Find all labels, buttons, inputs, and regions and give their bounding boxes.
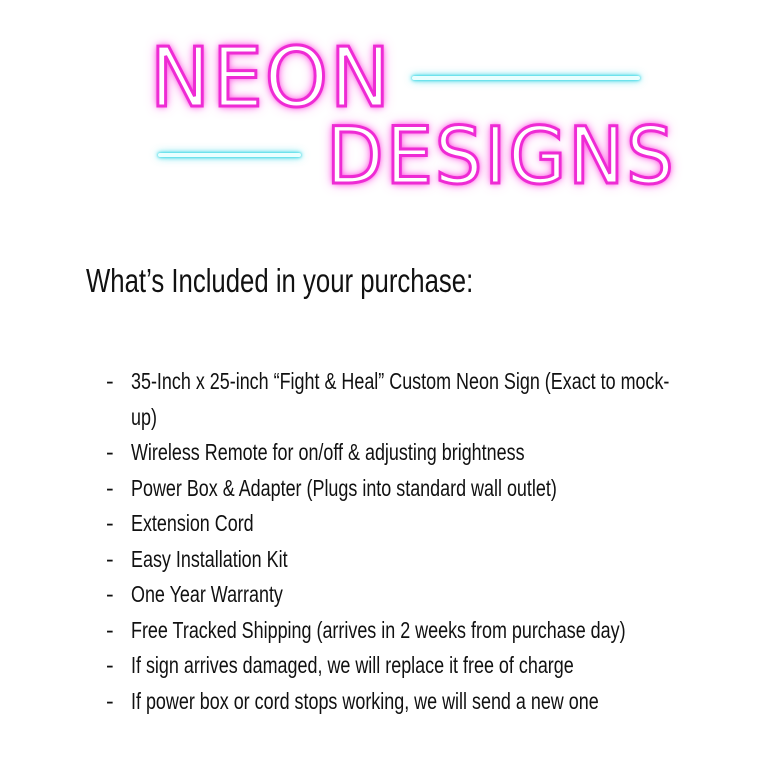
list-item (106, 506, 706, 542)
included-heading: What’s Included in your purchase: (86, 262, 474, 299)
list-item (106, 542, 706, 578)
list-item (106, 648, 706, 684)
list-dash: - (106, 510, 114, 536)
logo-neon-line-top (412, 76, 640, 80)
list-dash: - (106, 545, 114, 572)
item-text-installation-kit: Easy Installation Kit (131, 545, 288, 572)
item-text-shipping: Free Tracked Shipping (arrives in 2 weeks from purchase day) (131, 616, 626, 643)
list-item (106, 364, 706, 435)
list-dash: - (106, 687, 114, 714)
list-item (106, 684, 706, 720)
item-text-neon-sign: 35-Inch x 25-inch “Fight & Heal” Custom Neon Sign (Exact to mock-up) (131, 368, 670, 430)
item-text-power-box: Power Box & Adapter (Plugs into standard wall outlet) (131, 474, 557, 501)
list-dash: - (106, 616, 114, 643)
item-text-warranty: One Year Warranty (131, 581, 283, 607)
logo-word-neon: NEON (150, 31, 393, 126)
neon-designs-logo (0, 0, 762, 210)
item-text-damage-replacement: If sign arrives damaged, we will replace it free of charge (131, 652, 574, 678)
list-dash: - (106, 474, 114, 501)
item-text-power-box-replacement: If power box or cord stops working, we will send a new one (131, 687, 599, 714)
logo-neon-line-bottom (158, 153, 301, 157)
list-dash: - (106, 368, 114, 394)
list-dash: - (106, 439, 114, 465)
logo-word-designs: DESIGNS (326, 112, 676, 202)
list-dash: - (106, 581, 114, 607)
list-item (106, 613, 706, 649)
list-dash: - (106, 652, 114, 678)
list-item (106, 471, 706, 507)
item-text-wireless-remote: Wireless Remote for on/off & adjusting brightness (131, 439, 525, 465)
included-items-list (106, 364, 706, 719)
list-item (106, 577, 706, 613)
item-text-extension-cord: Extension Cord (131, 510, 254, 536)
list-item (106, 435, 706, 471)
